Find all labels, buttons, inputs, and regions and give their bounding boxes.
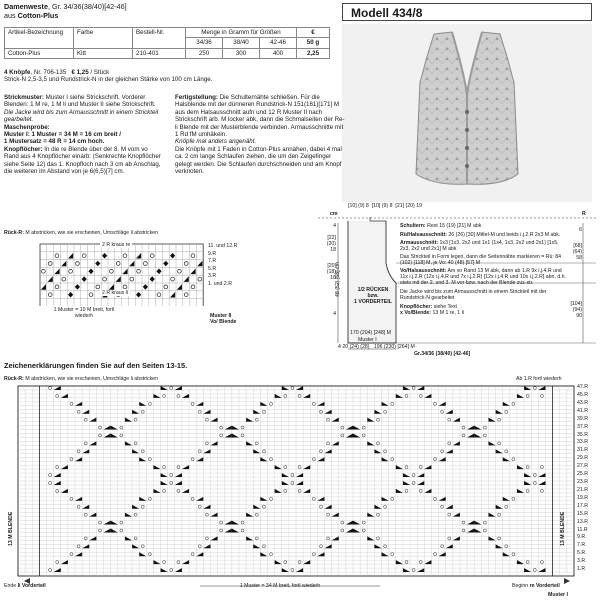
muster-ii-width-label: 1 Muster = 10 M breit, fortl wiederh bbox=[53, 307, 115, 319]
stitch-count: 170 (204) [248] M bbox=[350, 330, 391, 336]
knoepfe-text: Die Knöpfe mit 1 Faden in Cotton-Plus annähen, dabei 4 mal ca. 2 cm lange Schlaufen ziehen, die um den Zeigefinger gelegt werden. Die Schlaufen durchschneiden und am Knopf verknoten. bbox=[175, 145, 342, 176]
top-value: 8 bbox=[389, 203, 393, 209]
yarn-name: Cotton-Plus bbox=[17, 10, 59, 20]
blende-right: 13 M BLENDE bbox=[560, 511, 566, 546]
knoepfe-italic: Knöpfe mal anders angenäht. bbox=[175, 138, 257, 146]
left-cm: 4 bbox=[333, 223, 336, 229]
size-header-1: 34/36 bbox=[186, 38, 223, 48]
row-label: 31.R bbox=[577, 447, 588, 454]
row-label: 3.R bbox=[208, 273, 217, 280]
side-height: 48 (52) [58] cm bbox=[335, 262, 341, 297]
row-label: 33.R bbox=[577, 439, 588, 446]
size-header-2: 38/40 bbox=[223, 38, 260, 48]
row-label: 27.R bbox=[577, 463, 588, 470]
bottom-left bbox=[4, 583, 46, 589]
row-label: 35.R bbox=[577, 431, 588, 438]
top-value: (9) bbox=[381, 203, 389, 209]
left-cm: [20] bbox=[327, 263, 336, 269]
size-schema bbox=[318, 203, 596, 358]
schema-muster: Muster I bbox=[358, 337, 377, 343]
row-label: 11.R bbox=[577, 526, 588, 533]
note-text: 26 (26) [30] Mittel-M und beids i.j.2.R 2x3 M abk. bbox=[446, 232, 561, 238]
note-bold: Schultern: bbox=[400, 223, 426, 229]
row-label: 29.R bbox=[577, 455, 588, 462]
extras bbox=[4, 69, 334, 84]
small-chart-title-text: M abstricken, wie sie erscheinen, Umschläge li abstricken bbox=[23, 230, 158, 236]
top-value: (20) bbox=[405, 203, 415, 209]
knopfloecher-label: Knopflöcher: bbox=[4, 145, 43, 153]
top-value: [10] bbox=[348, 203, 357, 209]
right-r: 6 bbox=[579, 227, 582, 233]
left-cm: 18 bbox=[330, 247, 336, 253]
row-label: 1. und 2.R bbox=[208, 280, 232, 287]
muster-ii-name bbox=[210, 313, 236, 325]
big-chart-grid bbox=[0, 376, 600, 600]
strickmuster-label: Strickmuster: bbox=[4, 94, 44, 101]
right-r: [68] bbox=[573, 243, 582, 249]
right-r-values bbox=[570, 227, 582, 319]
top-value: (9) bbox=[358, 203, 365, 209]
legend-note: Zeichenerklärungen finden Sie auf den Seiten 13-15. bbox=[4, 361, 188, 370]
instructions-left bbox=[4, 94, 164, 175]
muster-ii-chart bbox=[4, 230, 304, 325]
muster-i-label: Muster I bbox=[548, 592, 568, 598]
schema-sizes: Gr.34/36 (38/40) [42-46] bbox=[414, 351, 471, 357]
header-price: € bbox=[297, 28, 330, 38]
row-label: 25.R bbox=[577, 471, 588, 478]
row-order-no: 210-401 bbox=[133, 48, 186, 58]
maschenprobe-line2: 1 Mustersatz = 48 R = 14 cm hoch. bbox=[4, 138, 105, 146]
muster-i-chart bbox=[0, 376, 600, 600]
center-line3: 1 VORDERTEIL bbox=[354, 299, 392, 305]
right-r: 90 bbox=[576, 313, 582, 319]
strickmuster-italic: Die Jacke wird bis zum Armausschnitt in einem Strickteil gearbeitet. bbox=[4, 108, 159, 124]
material-table bbox=[4, 27, 330, 59]
schema-top-values bbox=[348, 203, 422, 209]
note-text: 1x3 [1x3, 2x2 und 1x1 (1x4, 1x3, 2x2 und 2x1) [1x5, 2x3, 2x2 und 2x1] M abk bbox=[400, 240, 559, 252]
header-color: Farbe bbox=[74, 28, 133, 49]
knopfloecher-text: In die re Blende über der 8. M vom vo Rand aus 4 Knopflöcher einarb: (Senkrechte Knopflöcher siehe Seite 12) das 1. Knopfloch nach 3 cm ab Anschlag, die weiteren im Abstand von je 6(6,5)[7] cm. bbox=[4, 145, 161, 176]
row-label: 41.R bbox=[577, 407, 588, 414]
row-label: 37.R bbox=[577, 423, 588, 430]
right-r: (94) bbox=[572, 307, 582, 313]
needles-text: Strick-N 2,5-3,5 und Rundstrick-N in der gleichen Stärke von 100 cm Länge. bbox=[4, 76, 213, 84]
instructions-mid bbox=[175, 94, 345, 175]
row-label: 43.R bbox=[577, 399, 588, 406]
bottom-value: (28) bbox=[360, 344, 370, 350]
row-label: 5.R bbox=[577, 550, 586, 557]
bottom-right bbox=[512, 583, 560, 589]
buttons-count: 4 Knöpfe bbox=[4, 69, 31, 76]
row-article: Cotton-Plus bbox=[5, 48, 74, 58]
left-cm-values bbox=[319, 223, 336, 317]
top-value: [10] bbox=[371, 203, 381, 209]
row-label: 19.R bbox=[577, 494, 588, 501]
row-top-label: 2 R kraus re bbox=[102, 242, 131, 248]
header-quantity: Menge in Gramm für Größen bbox=[186, 28, 297, 38]
blende-left: 13 M BLENDE bbox=[8, 511, 14, 546]
schema-notes bbox=[400, 223, 568, 316]
big-chart-title-text: M abstricken, wie sie erscheinen, Umschläge li abstricken bbox=[23, 376, 158, 382]
big-chart-title: Rück-R: bbox=[4, 376, 24, 382]
garment-title: Damenweste bbox=[4, 2, 48, 11]
cm-label: cm bbox=[330, 211, 338, 217]
row-price: 2,25 bbox=[297, 48, 330, 58]
note-bold: Vo/Halsausschnitt: bbox=[400, 268, 447, 274]
buttons-unit: / Stück bbox=[88, 69, 110, 76]
fertigstellung-label: Fertigstellung: bbox=[175, 94, 218, 101]
center-label bbox=[350, 287, 396, 305]
model-title: Modell 434/8 bbox=[342, 3, 592, 21]
size-header-3: 42-46 bbox=[260, 38, 297, 48]
top-value: [21] bbox=[395, 203, 405, 209]
muster-ii-name-line1: Muster II bbox=[210, 313, 232, 319]
left-cm: 16 bbox=[330, 275, 336, 281]
note-bold: Knopflöcher: bbox=[400, 304, 433, 310]
header-order-no: Bestell-Nr. bbox=[133, 28, 186, 49]
row-label: 17.R bbox=[577, 502, 588, 509]
bottom-mid: 1 Muster = 34 M breit, fortl wiederh bbox=[239, 583, 321, 589]
center-line2: bzw. bbox=[367, 293, 379, 299]
small-chart-title: Rück-R: bbox=[4, 230, 24, 236]
left-cm: (20) bbox=[326, 241, 336, 247]
strickmuster-text: Muster I siehe Strickschrift. Vorderer Blenden: 1 M re, 1 M li und Muster II siehe Strickschrift. bbox=[4, 94, 156, 109]
pattern-header bbox=[4, 3, 334, 20]
row-label: 23.R bbox=[577, 479, 588, 485]
small-chart-grid bbox=[4, 238, 304, 306]
bottom-left-pre: Ende bbox=[4, 583, 18, 589]
maschenprobe-label: Maschenprobe: bbox=[4, 123, 50, 131]
center-line1: 1/2 RÜCKEN bbox=[357, 287, 389, 293]
note-bold: Rü/Halsausschnitt: bbox=[400, 232, 447, 238]
left-cm: 4 bbox=[333, 311, 336, 317]
button-icon bbox=[465, 110, 469, 114]
row-g1: 250 bbox=[186, 48, 223, 58]
right-r: [104] bbox=[570, 301, 582, 307]
row-label: 15.R bbox=[577, 510, 588, 517]
row-color: Kitt bbox=[74, 48, 133, 58]
yarn-from: aus bbox=[4, 10, 18, 20]
row-g2: 300 bbox=[223, 48, 260, 58]
right-r: (64) bbox=[572, 249, 582, 255]
schema-bottom bbox=[338, 344, 415, 350]
schema-stitch-count bbox=[350, 330, 391, 336]
row-label: 9.R bbox=[208, 250, 217, 257]
row-label: 39.R bbox=[577, 415, 588, 422]
row-label: 5.R bbox=[208, 265, 217, 272]
size-info: , Gr. 34/36(38/40)[42-46] bbox=[47, 2, 127, 11]
vest-illustration bbox=[342, 24, 592, 202]
bottom-right-bold: re Vorderteil bbox=[529, 583, 560, 589]
vest-photo bbox=[342, 24, 592, 202]
bottom-value: (24) bbox=[349, 344, 359, 350]
row-label: 11. und 12.R bbox=[208, 243, 238, 249]
note-text: Am vo Rand 13 M abk, dann ab 1.R 9x i.j.4.R und 11x i.j.2.R (12x i.j.4.R und 7x i.j.2.R) [12x i.j.4.R und 10x i.j.2.R] abn, d.h. stets mit der 2. und 3. M vor bzw. nach der Blende zus-str. bbox=[400, 268, 566, 286]
row-label: 9.R bbox=[577, 534, 586, 541]
note-text: Die Jacke wird bis zum Armausschnitt in einem Strickteil mit der Rundstrick-N gearbeitet bbox=[400, 289, 547, 301]
row-label: 7.R bbox=[577, 542, 586, 549]
top-value: 8 bbox=[365, 203, 369, 209]
buttons-nr: , Nr. 706-135 bbox=[30, 69, 67, 76]
note-bold: Armausschnitt: bbox=[400, 240, 439, 246]
unit-header: 50 g bbox=[297, 38, 330, 48]
note-text: Rest 15 (19) [21] M abk bbox=[425, 223, 482, 229]
buttons-price: € 1,25 bbox=[71, 69, 89, 76]
small-chart-right-labels bbox=[208, 243, 237, 287]
row-bottom-label: 2 R kraus li bbox=[102, 290, 128, 296]
bottom-value: 196 (230) [264] M bbox=[373, 344, 415, 350]
row-label: 47.R bbox=[577, 384, 588, 390]
row-label: 7.R bbox=[208, 258, 217, 265]
row-label: 21.R bbox=[577, 486, 588, 493]
note-text: 13 M 1 re, 1 li bbox=[431, 310, 464, 316]
row-g3: 400 bbox=[260, 48, 297, 58]
bottom-right-pre: Beginn bbox=[512, 583, 530, 589]
bottom-left-bold: li Vorderteil bbox=[17, 583, 46, 589]
maschenprobe-line1: Muster I: 1 Muster = 34 M = 16 cm breit / bbox=[4, 131, 121, 139]
right-r: 58 bbox=[576, 255, 582, 261]
left-cm: [22] bbox=[327, 235, 336, 241]
note-bold: x Vo/Blende: bbox=[400, 310, 432, 316]
muster-ii-name-line2: Vo/ Blende bbox=[210, 319, 237, 325]
bottom-value: 20 bbox=[342, 344, 349, 350]
note-text: Das Strickteil in Form legen, dann die Seitennähte markieren = Rü: 84 (102) [118] M, je Vo: 40 (48) [57] M bbox=[400, 254, 562, 266]
r-label: R bbox=[582, 211, 586, 217]
header-article: Artikel-Bezeichnung bbox=[5, 28, 74, 49]
fertigstellung-text: Die Schulternähte schließen. Für die Halsblende mit der dünneren Rundstrick-N 151(161)[171] M aus dem Halsausschnitt aufn und 12 R Muster II nach Strickschrift arb. M locker abk, dann die Schmalseiten der Re-li Blende mit der Musterblende verbinden. Armausschnitte mit 1 Rd fM umhäkeln. bbox=[175, 94, 345, 139]
row-label: 3.R bbox=[577, 558, 586, 565]
row-label: 45.R bbox=[577, 391, 588, 398]
big-chart-repeat: Ab 1.R fortl wiederh bbox=[516, 376, 562, 382]
note-text: siehe Text bbox=[432, 304, 457, 310]
bottom-value: 4 bbox=[338, 344, 341, 350]
top-value: 19 bbox=[416, 203, 422, 209]
row-label: 13.R bbox=[577, 518, 588, 525]
left-cm: (18) bbox=[326, 269, 336, 275]
row-label: 1.R bbox=[577, 566, 586, 573]
